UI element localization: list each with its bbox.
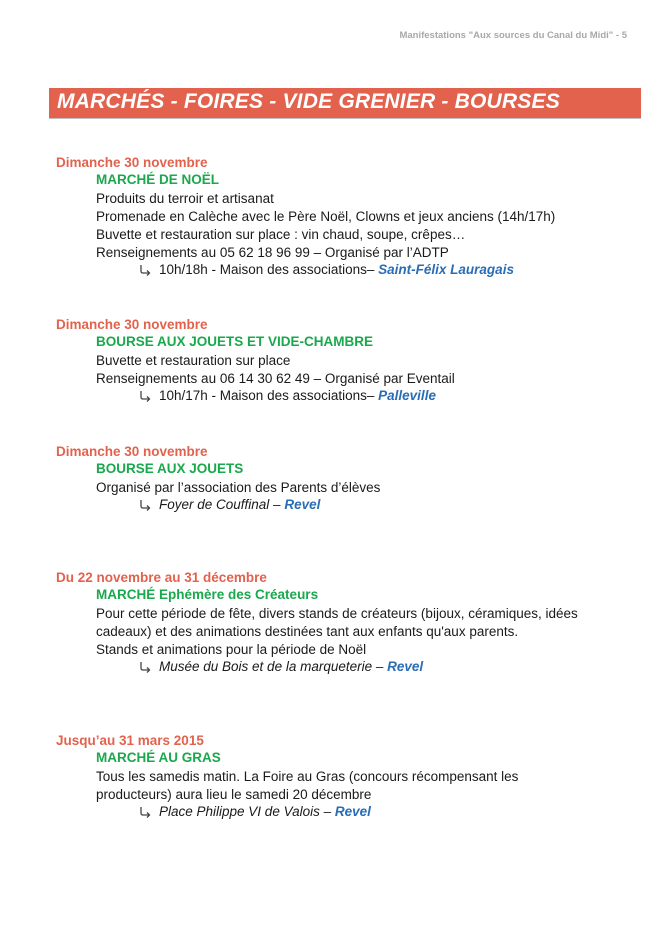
description-line: Organisé par l’association des Parents d’élèves [96, 480, 381, 495]
section-banner [49, 88, 641, 119]
description-line: Renseignements au 05 62 18 96 99 – Organisé par l’ADTP [96, 245, 449, 260]
description-line: Tous les samedis matin. La Foire au Gras (concours récompensant les [96, 769, 519, 784]
event-date: Du 22 novembre au 31 décembre [56, 570, 267, 585]
event-date: Dimanche 30 novembre [56, 317, 208, 332]
description-line: Buvette et restauration sur place [96, 353, 291, 368]
event-title: MARCHÉ AU GRAS [96, 750, 221, 765]
hooked-arrow-icon [138, 805, 152, 819]
event-title: BOURSE AUX JOUETS ET VIDE-CHAMBRE [96, 334, 374, 349]
event-location [138, 804, 371, 819]
location-text: Place Philippe VI de Valois – [159, 804, 332, 819]
event-title: MARCHÉ Ephémère des Créateurs [96, 587, 319, 602]
event-title: MARCHÉ DE NOËL [96, 172, 220, 187]
description-line: Stands et animations pour la période de Noël [96, 642, 367, 657]
event-date: Dimanche 30 novembre [56, 444, 208, 459]
hooked-arrow-icon [138, 498, 152, 512]
location-town: Revel [387, 659, 424, 674]
event-location [138, 388, 436, 403]
event-date: Dimanche 30 novembre [56, 155, 208, 170]
description-line: Produits du terroir et artisanat [96, 191, 274, 206]
page-header: Manifestations "Aux sources du Canal du Midi" - 5 [399, 30, 627, 41]
event-location [138, 262, 514, 277]
section-title: MARCHÉS - FOIRES - VIDE GRENIER - BOURSES [57, 90, 560, 113]
location-text: Foyer de Couffinal – [159, 497, 281, 512]
location-town: Revel [284, 497, 321, 512]
event-description [96, 605, 636, 659]
hooked-arrow-icon [138, 389, 152, 403]
location-town: Revel [334, 804, 371, 819]
event-location [138, 497, 320, 512]
location-text: 10h/17h - Maison des associations– [159, 388, 375, 403]
location-text: 10h/18h - Maison des associations– [159, 262, 375, 277]
description-line: producteurs) aura lieu le samedi 20 décembre [96, 787, 372, 802]
location-town: Saint-Félix Lauragais [378, 262, 514, 277]
event-location [138, 659, 423, 674]
event-title: BOURSE AUX JOUETS [96, 461, 244, 476]
description-line: Pour cette période de fête, divers stands de créateurs (bijoux, céramiques, idées [96, 606, 578, 621]
location-text: Musée du Bois et de la marqueterie – [159, 659, 384, 674]
event-description [96, 190, 636, 262]
description-line: Renseignements au 06 14 30 62 49 – Organisé par Eventail [96, 371, 455, 386]
description-line: cadeaux) et des animations destinées tant aux enfants qu'aux parents. [96, 624, 519, 639]
location-town: Palleville [378, 388, 436, 403]
event-date: Jusqu’au 31 mars 2015 [56, 733, 204, 748]
event-description [96, 479, 636, 497]
event-description [96, 352, 636, 388]
hooked-arrow-icon [138, 263, 152, 277]
hooked-arrow-icon [138, 660, 152, 674]
event-description [96, 768, 636, 804]
description-line: Promenade en Calèche avec le Père Noël, Clowns et jeux anciens (14h/17h) [96, 209, 556, 224]
description-line: Buvette et restauration sur place : vin chaud, soupe, crêpes… [96, 227, 466, 242]
